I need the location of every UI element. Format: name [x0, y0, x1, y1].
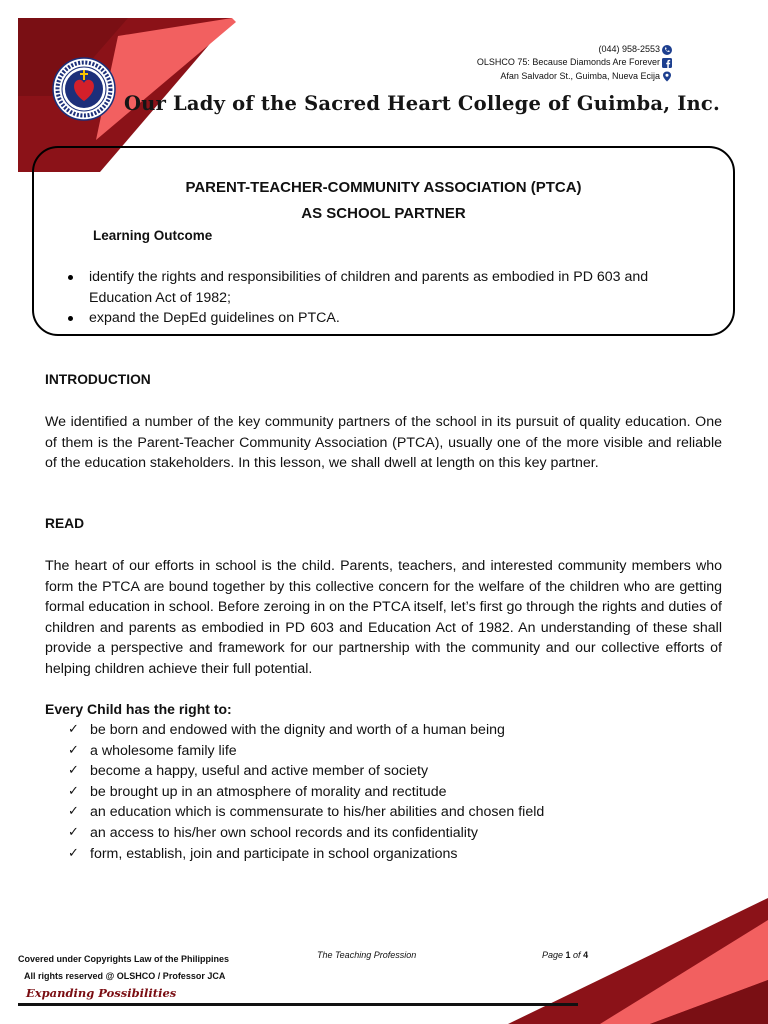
- list-item-text: a wholesome family life: [90, 742, 237, 759]
- school-seal-logo: [52, 57, 116, 121]
- checkmark-icon: ✓: [68, 722, 79, 737]
- facebook-line: [477, 56, 672, 69]
- phone-text: (044) 958-2553: [598, 44, 660, 54]
- footer-copyright: [18, 951, 229, 985]
- footer-tagline: Expanding Possibilities: [26, 986, 177, 1000]
- checkmark-icon: ✓: [68, 804, 79, 820]
- child-rights-list: [68, 720, 688, 864]
- page-prefix: Page: [542, 950, 566, 960]
- read-heading: READ: [45, 516, 85, 531]
- outcome-item: expand the DepEd guidelines on PTCA.: [67, 308, 707, 329]
- lesson-title-line-2: AS SCHOOL PARTNER: [301, 205, 466, 222]
- list-item: [68, 741, 688, 762]
- list-item: [68, 782, 688, 803]
- phone-line: [477, 43, 672, 56]
- learning-outcome-list: [67, 267, 707, 329]
- footer-course-title: The Teaching Profession: [317, 950, 417, 960]
- list-item-text: an education which is commensurate to his/her abilities and chosen field: [90, 804, 545, 821]
- copyright-line-1: Covered under Copyrights Law of the Philippines: [18, 954, 230, 964]
- list-item-text: be brought up in an atmosphere of morality and rectitude: [90, 783, 447, 800]
- address-line: [477, 70, 672, 83]
- lesson-title-line-1: PARENT-TEACHER-COMMUNITY ASSOCIATION (PTCA): [185, 179, 582, 196]
- facebook-icon: [662, 58, 672, 68]
- facebook-text: OLSHCO 75: Because Diamonds Are Forever: [476, 57, 660, 68]
- list-item: [68, 844, 688, 865]
- outcome-item: identify the rights and responsibilities of children and parents as embodied in PD 603 and Education Act of 1982;: [67, 267, 707, 308]
- page-total: 4: [583, 950, 589, 960]
- list-item-text: an access to his/her own school records and its confidentiality: [90, 824, 478, 841]
- checkmark-icon: ✓: [68, 824, 79, 840]
- list-item: [68, 720, 688, 741]
- footer-page-number: [542, 950, 588, 960]
- child-rights-heading: Every Child has the right to:: [45, 701, 232, 717]
- list-item: [68, 823, 688, 844]
- phone-icon: [662, 45, 672, 55]
- list-item: [68, 802, 688, 823]
- introduction-heading: INTRODUCTION: [45, 372, 151, 387]
- list-item: [68, 761, 688, 782]
- learning-outcome-heading: Learning Outcome: [93, 228, 213, 243]
- location-pin-icon: [662, 71, 672, 82]
- page-of: of: [570, 950, 584, 960]
- checkmark-icon: ✓: [68, 763, 79, 779]
- address-text: Afan Salvador St., Guimba, Nueva Ecija: [500, 70, 660, 81]
- page-current: 1: [565, 950, 571, 960]
- checkmark-icon: ✓: [68, 742, 79, 758]
- school-name-title: Our Lady of the Sacred Heart College of Guimba, Inc.: [124, 92, 720, 115]
- checkmark-icon: ✓: [68, 783, 79, 799]
- read-paragraph: The heart of our efforts in school is the child. Parents, teachers, and interested community members who form the PTCA are bound together by this collective concern for the welfare of the children who are getting formal education in school. Before zeroing in on the PTCA itself, let’s first go through the rights and duties of children and parents as embodied in PD 603 and Education Act of 1982. An understanding of these shall provide a perspective and framework for our partnership with the community and our collective efforts of helping children achieve their full potential.: [45, 558, 722, 677]
- learning-outcome-box: [32, 146, 735, 336]
- list-item-text: become a happy, useful and active member of society: [90, 763, 429, 780]
- copyright-line-2: All rights reserved @ OLSHCO / Professor JCA: [24, 971, 226, 981]
- footer-rule: [18, 1003, 578, 1006]
- contact-info: [477, 43, 672, 83]
- introduction-paragraph: We identified a number of the key community partners of the school in its pursuit of quality education. One of them is the Parent-Teacher Community Association (PTCA), usually one of the more visible and reliable of the education stakeholders. In this lesson, we shall dwell at length on this key partner.: [45, 414, 722, 472]
- list-item-text: form, establish, join and participate in school organizations: [90, 845, 458, 862]
- list-item-text: be born and endowed with the dignity and worth of a human being: [90, 722, 505, 738]
- checkmark-icon: ✓: [68, 845, 79, 861]
